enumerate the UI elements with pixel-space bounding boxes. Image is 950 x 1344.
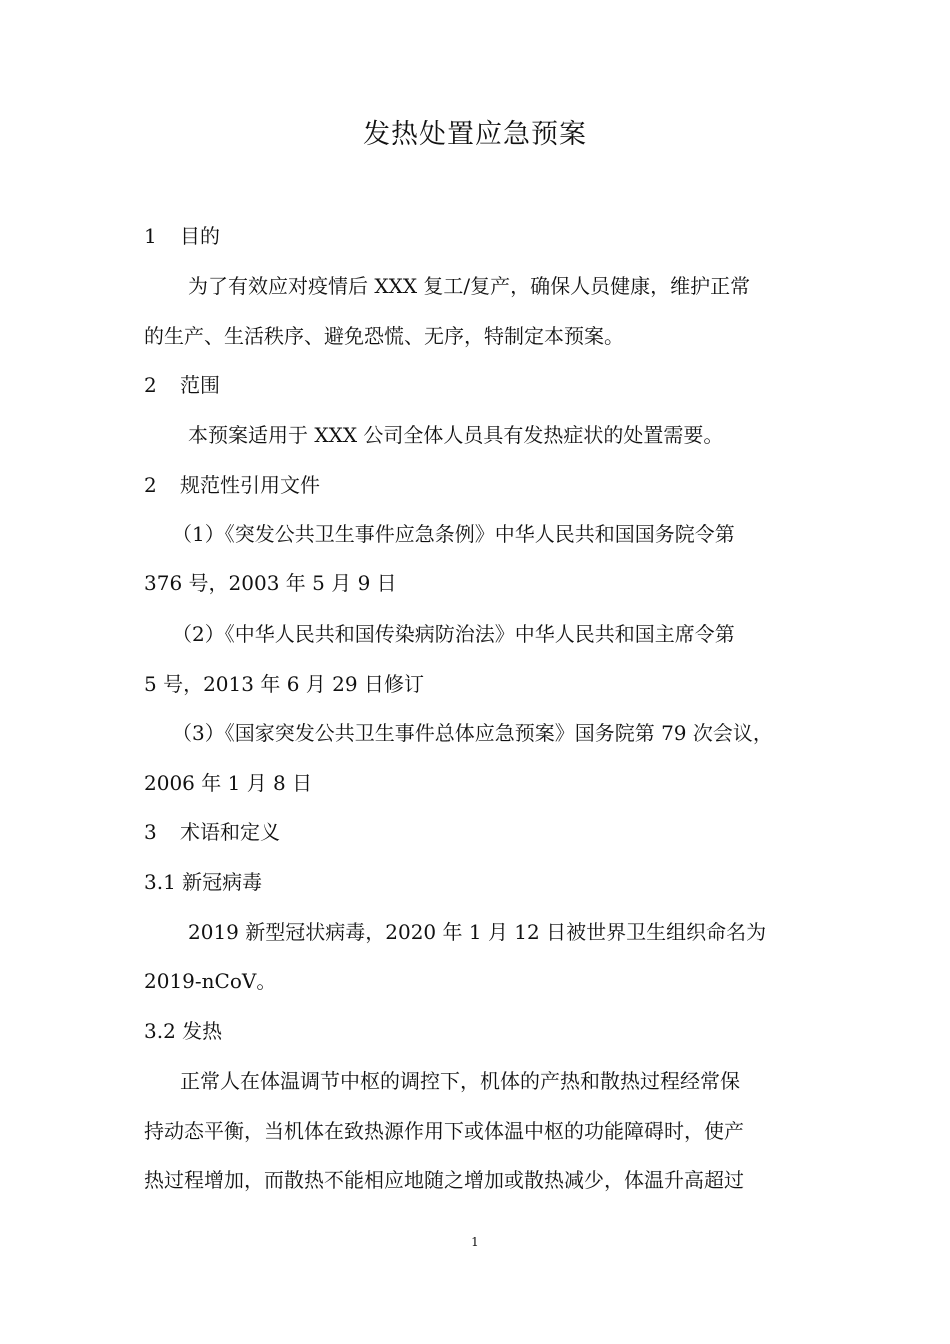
reference-3-line-1: （3）《国家突发公共卫生事件总体应急预案》国务院第 79 次会议，: [172, 721, 773, 745]
section-1-number: 1: [144, 224, 157, 248]
subsection-3-1-line-2: 2019-nCoV。: [144, 969, 277, 993]
section-1-heading: [144, 221, 824, 251]
subsection-3-2-line-3: 热过程增加，而散热不能相应地随之增加或散热减少，体温升高超过: [144, 1168, 744, 1192]
section-1-para-line-1: 为了有效应对疫情后 XXX 复工/复产，确保人员健康，维护正常: [188, 274, 751, 298]
reference-2-line-2: 5 号，2013 年 6 月 29 日修订: [144, 672, 424, 696]
section-2-heading: [144, 370, 824, 400]
reference-1-line-2: 376 号，2003 年 5 月 9 日: [144, 571, 397, 595]
document-title: 发热处置应急预案: [363, 119, 587, 150]
section-3-number: 3: [144, 820, 157, 844]
reference-3-line-2: 2006 年 1 月 8 日: [144, 771, 313, 795]
subsection-3-1-heading: 3.1 新冠病毒: [144, 870, 263, 894]
section-2-number: 2: [144, 373, 157, 397]
section-2-title: 范围: [180, 373, 220, 397]
section-3-heading: [144, 817, 824, 847]
section-1-para-line-2: 的生产、生活秩序、避免恐慌、无序，特制定本预案。: [144, 324, 624, 348]
subsection-3-2-line-1: 正常人在体温调节中枢的调控下，机体的产热和散热过程经常保: [180, 1069, 740, 1093]
subsection-3-1-line-1: 2019 新型冠状病毒，2020 年 1 月 12 日被世界卫生组织命名为: [188, 920, 767, 944]
page-number: 1: [471, 1235, 479, 1249]
subsection-3-2-line-2: 持动态平衡，当机体在致热源作用下或体温中枢的功能障碍时，使产: [144, 1119, 744, 1143]
section-3-title: 术语和定义: [180, 820, 280, 844]
section-references-heading: [144, 470, 824, 500]
reference-1-line-1: （1）《突发公共卫生事件应急条例》中华人民共和国国务院令第: [172, 522, 735, 546]
section-2-para: 本预案适用于 XXX 公司全体人员具有发热症状的处置需要。: [188, 423, 724, 447]
reference-2-line-1: （2）《中华人民共和国传染病防治法》中华人民共和国主席令第: [172, 622, 735, 646]
subsection-3-2-heading: 3.2 发热: [144, 1019, 223, 1043]
section-1-title: 目的: [180, 224, 220, 248]
section-references-title: 规范性引用文件: [180, 473, 320, 497]
section-references-number: 2: [144, 473, 157, 497]
